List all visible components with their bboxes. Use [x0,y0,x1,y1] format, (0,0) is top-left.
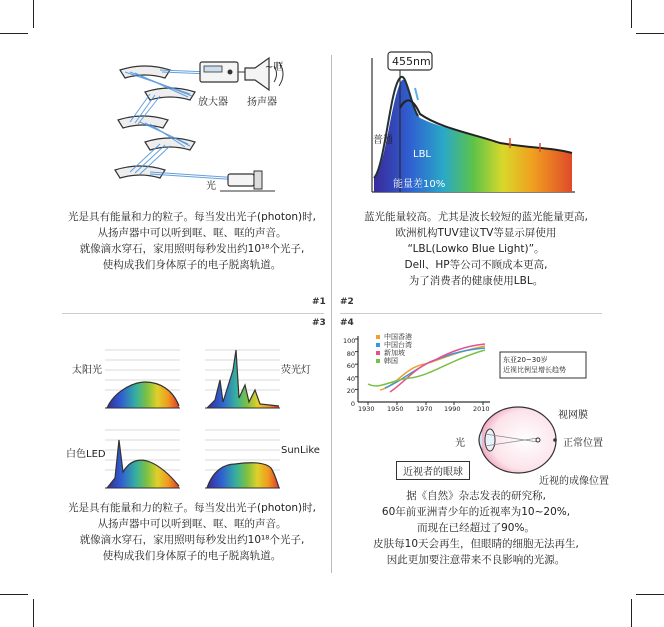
x-tick: 1990 [444,405,461,413]
caption-line: 就像滴水穿石，家用照明每秒发出约10¹⁸个光子, [79,243,305,255]
light-arrow-label: 光 [455,438,465,449]
retina-label: 视网膜 [558,410,588,421]
lbl-label: LBL [413,149,432,160]
trim-mark-top-right [631,0,632,28]
trim-mark-left-bottom [0,594,28,595]
panel-1-caption [52,209,332,273]
trim-mark-left-top [0,33,28,34]
panel-1-number: #1 [312,297,326,307]
normal-label: 普通 [373,135,393,146]
spectrum-label-fluorescent: 荧光灯 [281,365,311,376]
spectrum-label-sunlike: SunLike [281,445,320,456]
x-tick: 1930 [358,405,375,413]
light-source-spectra [105,340,285,500]
caption-line: 从扬声器中可以听到哐、哐、哐的声音。 [97,518,287,530]
y-tick: 80 [346,349,355,358]
caption-line: 为了消费者的健康使用LBL。 [408,275,544,287]
amplifier-label: 放大器 [198,97,228,108]
caption-line: 而现在已经超过了90%。 [417,522,535,534]
caption-line: 因此更加要注意带来不良影响的光源。 [386,554,566,566]
spectrum-label-white-led: 白色LED [66,449,106,460]
y-tick: 40 [346,374,355,383]
legend-item: 中国台湾 [384,341,412,349]
caption-line: “LBL(Lowko Blue Light)”。 [407,243,545,255]
spectrum-label-sunlight: 太阳光 [72,365,102,376]
light-label: 光 [206,181,216,192]
chart-note-line: 东亚20~30岁 [503,356,548,364]
speaker-label: 扬声器 [247,97,277,108]
legend-item: 韩国 [384,357,398,365]
y-tick: 100 [343,337,356,345]
center-divider [331,55,332,573]
myopic-image-position-label: 近视的成像位置 [539,476,609,487]
caption-line: 皮肤每10天会再生，但眼睛的细胞无法再生, [373,538,579,550]
trim-mark-right-bottom [636,594,664,595]
panel-3-caption [52,500,332,564]
trim-mark-top-left [33,0,34,28]
caption-line: Dell、HP等公司不顾成本更高, [404,259,548,271]
onomatopoeia-label: ~哐 [265,62,284,73]
trim-mark-bottom-left [33,599,34,627]
x-tick: 1950 [387,405,404,413]
trim-mark-bottom-right [631,599,632,627]
panel-3-number: #3 [312,318,326,328]
caption-line: 就像滴水穿石，家用照明每秒发出约10¹⁸个光子, [79,534,305,546]
caption-line: 光是具有能量和力的粒子。每当发出光子(photon)时, [68,502,316,514]
x-tick: 1970 [416,405,433,413]
panel-2-caption [336,209,616,289]
caption-line: 使构成我们身体原子的电子脱离轨道。 [102,259,282,271]
caption-line: 光是具有能量和力的粒子。每当发出光子(photon)时, [68,211,316,223]
legend-item: 中国香港 [384,333,412,341]
y-tick: 20 [346,387,355,396]
myopic-eye-diagram [470,400,560,480]
caption-line: 从扬声器中可以听到哐、哐、哐的声音。 [97,227,287,239]
energy-difference-label: 能量差10% [393,179,446,190]
chart-note-line: 近视比例呈增长趋势 [503,366,566,374]
x-tick: 2010 [473,405,490,413]
y-tick: 0 [350,399,355,408]
panel-4-number: #4 [340,318,354,328]
panel-2-number: #2 [340,297,354,307]
wavelength-tag: 455nm [392,55,431,68]
myopic-eye-label: 近视者的眼球 [396,461,470,480]
middle-divider-left [62,313,324,314]
y-axis-ticks [343,335,355,411]
caption-line: 据《自然》杂志发表的研究称, [406,490,546,502]
chart-note [503,355,566,375]
chart-legend [384,333,412,365]
middle-divider-right [340,313,602,314]
caption-line: 60年前亚洲青少年的近视率为10~20%, [381,506,571,518]
normal-position-label: 正常位置 [563,438,603,449]
legend-item: 新加坡 [384,349,405,357]
trim-mark-right-top [636,33,664,34]
panel-4-caption [336,488,616,568]
caption-line: 使构成我们身体原子的电子脱离轨道。 [102,550,282,562]
y-tick: 60 [346,362,355,371]
caption-line: 蓝光能量较高。尤其是波长较短的蓝光能量更高, [364,211,588,223]
caption-line: 欧洲机构TUV建议TV等显示屏使用 [395,227,557,239]
